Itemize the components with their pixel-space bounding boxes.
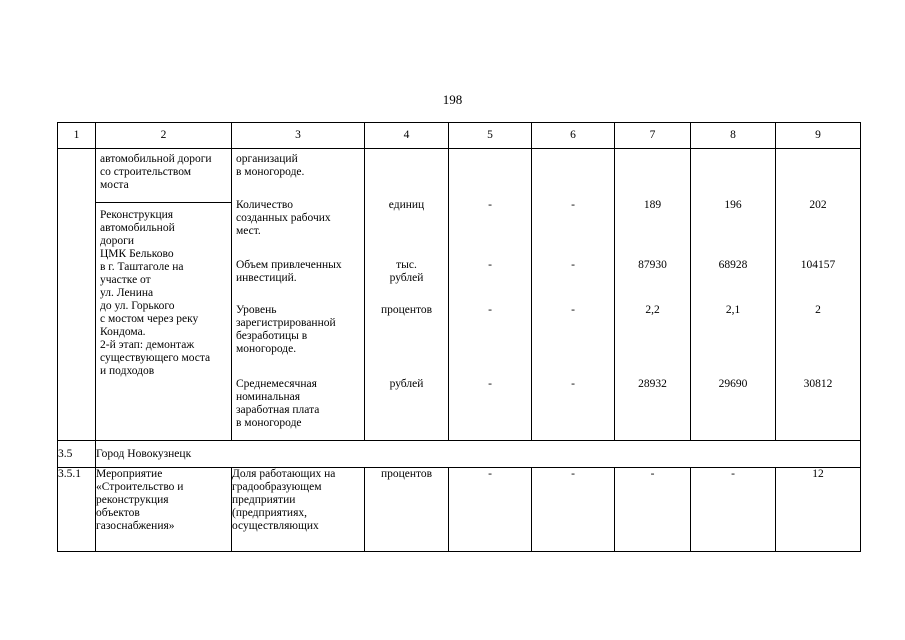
value: 202	[809, 199, 827, 211]
value-cell-col7	[615, 149, 691, 441]
value: 189	[643, 199, 662, 211]
value: 2,1	[725, 304, 741, 316]
value: 30812	[803, 378, 833, 390]
header-cell: 9	[776, 123, 861, 149]
header-cell: 3	[232, 123, 365, 149]
value: -	[571, 378, 575, 390]
sub-cell-divider	[96, 202, 231, 203]
value: -	[571, 259, 575, 271]
value-cell-col6	[532, 149, 615, 441]
value: -	[571, 304, 575, 316]
value: -	[488, 378, 492, 390]
unit-value: процентов	[380, 304, 433, 316]
value-cell-col9	[776, 149, 861, 441]
value: -	[488, 259, 492, 271]
page-number: 198	[442, 92, 463, 107]
unit-cell: процентов	[365, 468, 449, 552]
value-cell-col7: -	[615, 468, 691, 552]
header-cell: 7	[615, 123, 691, 149]
value-cell-col9: 12	[776, 468, 861, 552]
indicator-name: Объем привлеченных инвестиций.	[236, 259, 342, 284]
value-cell-col5: -	[449, 468, 532, 552]
header-row	[58, 123, 861, 149]
table-row	[58, 468, 861, 552]
indicator-name: организаций в моногороде.	[236, 153, 305, 178]
header-cell: 5	[449, 123, 532, 149]
indicator-name-cell: Доля работающих на градообразующем предприятии (предприятиях, осуществляющих	[232, 468, 365, 552]
indicator-name: Уровень зарегистрированной безработицы в моногороде.	[236, 304, 336, 355]
indicator-table	[57, 122, 861, 552]
header-cell: 8	[691, 123, 776, 149]
value-cell-col8	[691, 149, 776, 441]
value-cell-col8: -	[691, 468, 776, 552]
number-cell	[58, 149, 96, 441]
unit-value: рублей	[389, 272, 424, 284]
value: 104157	[800, 259, 836, 271]
indicator-name-cell	[232, 149, 365, 441]
value: 2,2	[645, 304, 660, 316]
measure-name-cell: Мероприятие «Строительство и реконструкция объектов газоснабжения»	[96, 468, 232, 552]
header-cell: 4	[365, 123, 449, 149]
section-number: 3.5	[58, 441, 96, 468]
indicator-name: Среднемесячная номинальная заработная плата в моногороде	[236, 378, 320, 429]
section-row	[58, 441, 861, 468]
unit-value: рублей	[389, 378, 424, 390]
header-cell: 2	[96, 123, 232, 149]
unit-cell	[365, 149, 449, 441]
header-cell: 1	[58, 123, 96, 149]
value: 196	[724, 199, 742, 211]
section-title: Город Новокузнецк	[96, 441, 861, 468]
value: -	[488, 304, 492, 316]
measure-number: 3.5.1	[58, 468, 96, 552]
value: 68928	[718, 259, 748, 271]
value: 29690	[718, 378, 748, 390]
value-cell-col6: -	[532, 468, 615, 552]
road-name-continued: автомобильной дороги со строительством моста	[100, 153, 212, 191]
measure-name-cell	[96, 149, 232, 441]
table-row	[58, 149, 861, 441]
value: 87930	[638, 259, 667, 271]
header-cell: 6	[532, 123, 615, 149]
value: -	[571, 199, 575, 211]
indicator-name: Количество созданных рабочих мест.	[236, 199, 331, 237]
unit-value: тыс.	[396, 259, 417, 271]
value: 28932	[638, 378, 667, 390]
unit-value: единиц	[388, 199, 425, 211]
value: 2	[815, 304, 821, 316]
reconstruction-measure: Реконструкция автомобильной дороги ЦМК Бельково в г. Таштаголе на участке от ул. Ленина до ул. Горького с мостом через реку Кондома. 2-й этап: демонтаж существующего моста и подходов	[100, 209, 211, 377]
value-cell-col5	[449, 149, 532, 441]
value: -	[488, 199, 492, 211]
